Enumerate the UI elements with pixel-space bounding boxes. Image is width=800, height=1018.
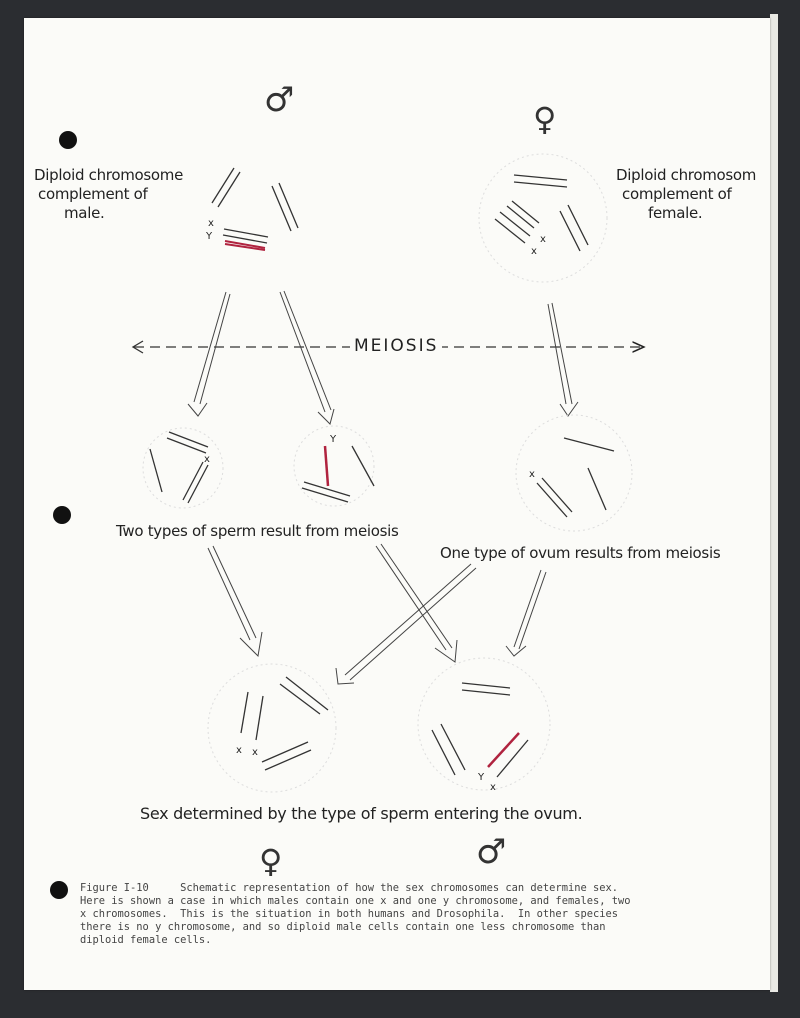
x-marker: x xyxy=(252,747,258,758)
sex-determined-label: Sex determined by the type of sperm entering the ovum. xyxy=(140,804,583,823)
chromosome-pair xyxy=(514,175,567,187)
meiosis-label: MEIOSIS xyxy=(350,336,442,356)
y-chromosome xyxy=(225,241,265,250)
chromosome-pair xyxy=(262,742,311,770)
female-zygote-cell xyxy=(208,664,336,792)
male-label-line: male. xyxy=(64,204,105,222)
arrow-ovum-to-female xyxy=(336,564,476,684)
female-label-line: Diploid chromosom xyxy=(616,166,757,184)
chromosome-pair xyxy=(560,205,588,251)
x-marker: x xyxy=(208,218,214,229)
sperm-cell-x xyxy=(143,428,223,508)
arrow-down-middle xyxy=(280,291,334,424)
chromosome-pair xyxy=(495,212,530,243)
female-symbol-bottom: ♀ xyxy=(259,842,283,880)
female-diploid-label xyxy=(616,166,766,223)
chromosome-pair xyxy=(272,183,298,231)
x-marker: x xyxy=(531,246,537,257)
female-label-line: complement of xyxy=(622,185,732,203)
arrow-down-right xyxy=(548,303,578,416)
x-marker: x xyxy=(490,782,496,793)
x-chromosome xyxy=(241,692,263,740)
male-label-line: Diploid chromosome xyxy=(34,166,184,184)
x-marker: x xyxy=(204,454,210,465)
one-type-ovum-label: One type of ovum results from meiosis xyxy=(440,544,721,562)
chromosome-pair xyxy=(462,683,510,695)
chromosome-pair xyxy=(212,168,240,207)
chromosome-pair xyxy=(432,724,465,775)
figure-caption: Figure I-10 Schematic representation of how the sex chromosomes can determine sex. Here is shown a case in which males contain one x and one y chromosome, and females, two x chromosomes. This is the situation in both humans and Drosophila. In other species there is no y chromosome, and so diploid male cells contain one less chromosome than diploid female cells. xyxy=(80,882,631,946)
x-marker: x xyxy=(540,234,546,245)
x-chromosome xyxy=(507,201,539,228)
male-diploid-label xyxy=(34,166,204,223)
male-zygote-cell xyxy=(418,658,550,790)
arrow-down-left xyxy=(188,292,230,416)
x-marker: x xyxy=(236,745,242,756)
x-marker: x xyxy=(529,469,535,480)
male-symbol-bottom: ♂ xyxy=(476,832,507,872)
y-marker: Y xyxy=(478,772,485,783)
y-marker: Y xyxy=(330,434,337,445)
female-label-line: female. xyxy=(648,204,703,222)
arrow-ovum-to-male xyxy=(506,570,546,656)
male-symbol-top: ♂ xyxy=(264,80,295,120)
male-label-line: complement of xyxy=(38,185,148,203)
female-symbol-top: ♀ xyxy=(533,100,557,138)
chromosome-pair xyxy=(280,677,328,714)
y-chromosome xyxy=(488,733,519,767)
arrow-sperm-x-to-female xyxy=(208,546,262,656)
female-diploid-cell xyxy=(479,154,607,282)
y-marker: Y xyxy=(206,231,213,242)
two-types-sperm-label: Two types of sperm result from meiosis xyxy=(116,522,399,540)
x-chromosome xyxy=(497,740,528,777)
male-diploid-cell xyxy=(212,168,298,250)
